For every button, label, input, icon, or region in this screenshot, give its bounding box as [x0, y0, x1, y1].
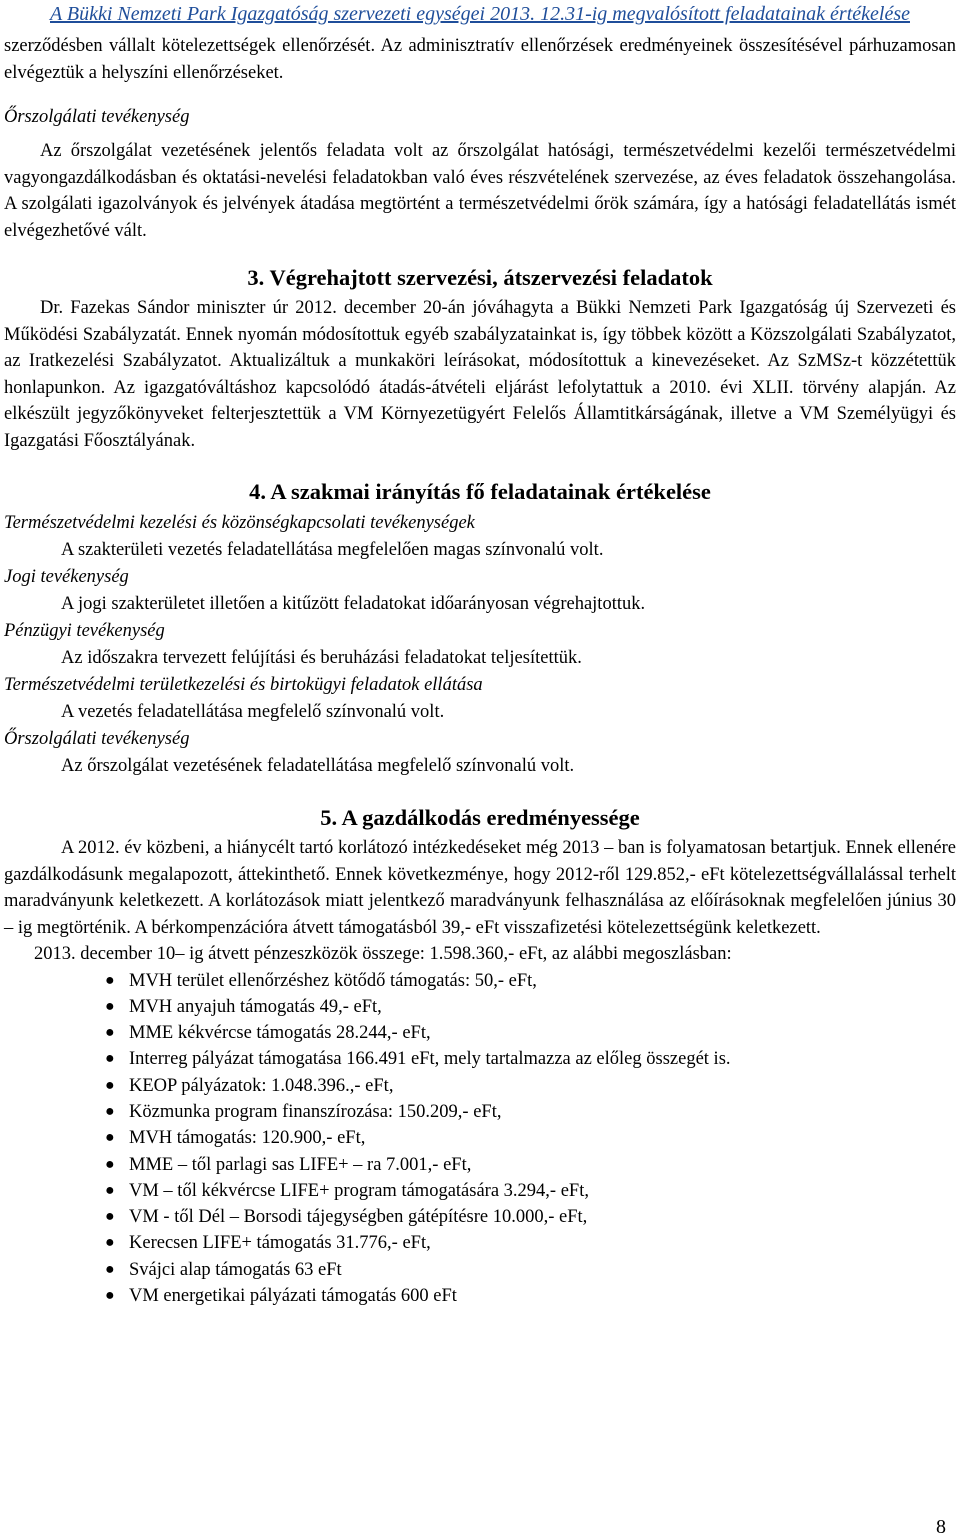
bullet-icon: ● [105, 1287, 115, 1305]
document-page [4, 0, 956, 1309]
bullet-icon: ● [105, 1234, 115, 1252]
section-4-heading: 4. A szakmai irányítás fő feladatainak értékelése [249, 479, 711, 504]
list-item: ● MVH anyajuh támogatás 49,- eFt, [4, 994, 956, 1020]
page-number: 8 [936, 1516, 946, 1538]
bullet-icon: ● [105, 1260, 115, 1278]
section-4-items [4, 510, 956, 780]
list-item: ● MVH támogatás: 120.900,- eFt, [4, 1125, 956, 1151]
list-item: ● Kerecsen LIFE+ támogatás 31.776,- eFt, [4, 1230, 956, 1256]
item-text: A vezetés feladatellátása megfelelő színvonalú volt. [61, 702, 445, 722]
bullet-icon: ● [105, 1050, 115, 1068]
list-item: ● VM energetikai pályázati támogatás 600 eFt [4, 1283, 956, 1309]
bullet-icon: ● [105, 1102, 115, 1120]
list-item: ● MVH terület ellenőrzéshez kötődő támogatás: 50,- eFt, [4, 968, 956, 994]
orszolgalat-paragraph: Az őrszolgálat vezetésének jelentős feladata volt az őrszolgálat hatósági, természetvédelmi kezelői természetvédelmi vagyongazdálkodásban és oktatási-nevelési feladatokban való éves részvételének szervezése, az éves feladatok összehangolása. A szolgálati igazolványok és jelvények átadása megtörtént a természetvédelmi őrök számára, így a hatósági feladatellátás ismét elvégezhetővé vált. [4, 141, 956, 241]
funding-list [4, 968, 956, 1310]
bullet-icon: ● [105, 1024, 115, 1042]
item-title: Jogi tevékenység [4, 567, 129, 587]
section-5-heading: 5. A gazdálkodás eredményessége [320, 805, 640, 830]
section-3-heading: 3. Végrehajtott szervezési, átszervezési feladatok [247, 265, 713, 290]
orszolgalat-title: Őrszolgálati tevékenység [4, 107, 190, 127]
bullet-icon: ● [105, 971, 115, 989]
list-item: ● Közmunka program finanszírozása: 150.209,- eFt, [4, 1099, 956, 1125]
item-text: A jogi szakterületet illetően a kitűzött feladatokat időarányosan végrehajtottuk. [61, 594, 646, 614]
running-header: A Bükki Nemzeti Park Igazgatóság szervezeti egységei 2013. 12.31-ig megvalósított feladatainak értékelése [50, 3, 910, 25]
bullet-icon: ● [105, 1181, 115, 1199]
section-5-paragraph: A 2012. év közbeni, a hiánycélt tartó korlátozó intézkedéseket még 2013 – ban is folyamatosan betartjuk. Ennek ellenére gazdálkodásunk megalapozott, áttekinthető. Ennek következménye, hogy 2012-ről 129.852,- eFt kötelezettségvállalással terhelt maradványunk keletkezett. A korlátozások miatt jelentkező maradványunk felhasználása az előírásoknak megfelelően június 30 – ig megtörténik. A bérkompenzációra átvett támogatásból 39,- eFt visszafizetési kötelezettségünk keletkezett. [4, 838, 956, 938]
list-item: ● Interreg pályázat támogatása 166.491 eFt, mely tartalmazza az előleg összegét is. [4, 1046, 956, 1072]
item-title: Természetvédelmi kezelési és közönségkapcsolati tevékenységek [4, 513, 475, 533]
bullet-icon: ● [105, 1129, 115, 1147]
list-item: ● MME – től parlagi sas LIFE+ – ra 7.001,- eFt, [4, 1152, 956, 1178]
bullet-icon: ● [105, 1155, 115, 1173]
list-item: ● Svájci alap támogatás 63 eFt [4, 1257, 956, 1283]
list-item: ● VM - től Dél – Borsodi tájegységben gátépítésre 10.000,- eFt, [4, 1204, 956, 1230]
list-item: ● VM – től kékvércse LIFE+ program támogatására 3.294,- eFt, [4, 1178, 956, 1204]
list-item: ● MME kékvércse támogatás 28.244,- eFt, [4, 1020, 956, 1046]
bullet-icon: ● [105, 1208, 115, 1226]
item-text: Az őrszolgálat vezetésének feladatellátása megfelelő színvonalú volt. [61, 756, 575, 776]
section-5-lead: 2013. december 10– ig átvett pénzeszközök összege: 1.598.360,- eFt, az alábbi megoszlásban: [34, 944, 732, 964]
bullet-icon: ● [105, 997, 115, 1015]
item-title: Pénzügyi tevékenység [4, 621, 165, 641]
item-title: Őrszolgálati tevékenység [4, 729, 190, 749]
section-3-paragraph: Dr. Fazekas Sándor miniszter úr 2012. december 20-án jóváhagyta a Bükki Nemzeti Park Igazgatóság új Szervezeti és Működési Szabályzatát. Ennek nyomán módosítottuk egyéb szabályzatainkat is, így többek között a Közszolgálati Szabályzatot, az Iratkezelési Szabályzatot. Aktualizáltuk a munkaköri leírásokat, módosítottuk a kinevezéseket. Az SzMSz-t közzétettük honlapunkon. Az igazgatóváltáshoz kapcsolódó átadás-átvételi eljárást lefolytattuk a 2010. évi XLII. törvény alapján. Az elkészült jegyzőkönyveket felterjesztettük a VM Környezetügyért Felelős Államtitkárságának, illetve a VM Személyügyi és Igazgatási Főosztályának. [4, 298, 956, 451]
item-text: Az időszakra tervezett felújítási és beruházási feladatokat teljesítettük. [61, 648, 582, 668]
intro-paragraph: szerződésben vállalt kötelezettségek ellenőrzését. Az adminisztratív ellenőrzések eredményeinek összesítésével párhuzamosan elvégeztük a helyszíni ellenőrzéseket. [4, 36, 956, 83]
list-item: ● KEOP pályázatok: 1.048.396.,- eFt, [4, 1073, 956, 1099]
bullet-icon: ● [105, 1076, 115, 1094]
item-text: A szakterületi vezetés feladatellátása megfelelően magas színvonalú volt. [61, 540, 604, 560]
item-title: Természetvédelmi területkezelési és birtokügyi feladatok ellátása [4, 675, 483, 695]
